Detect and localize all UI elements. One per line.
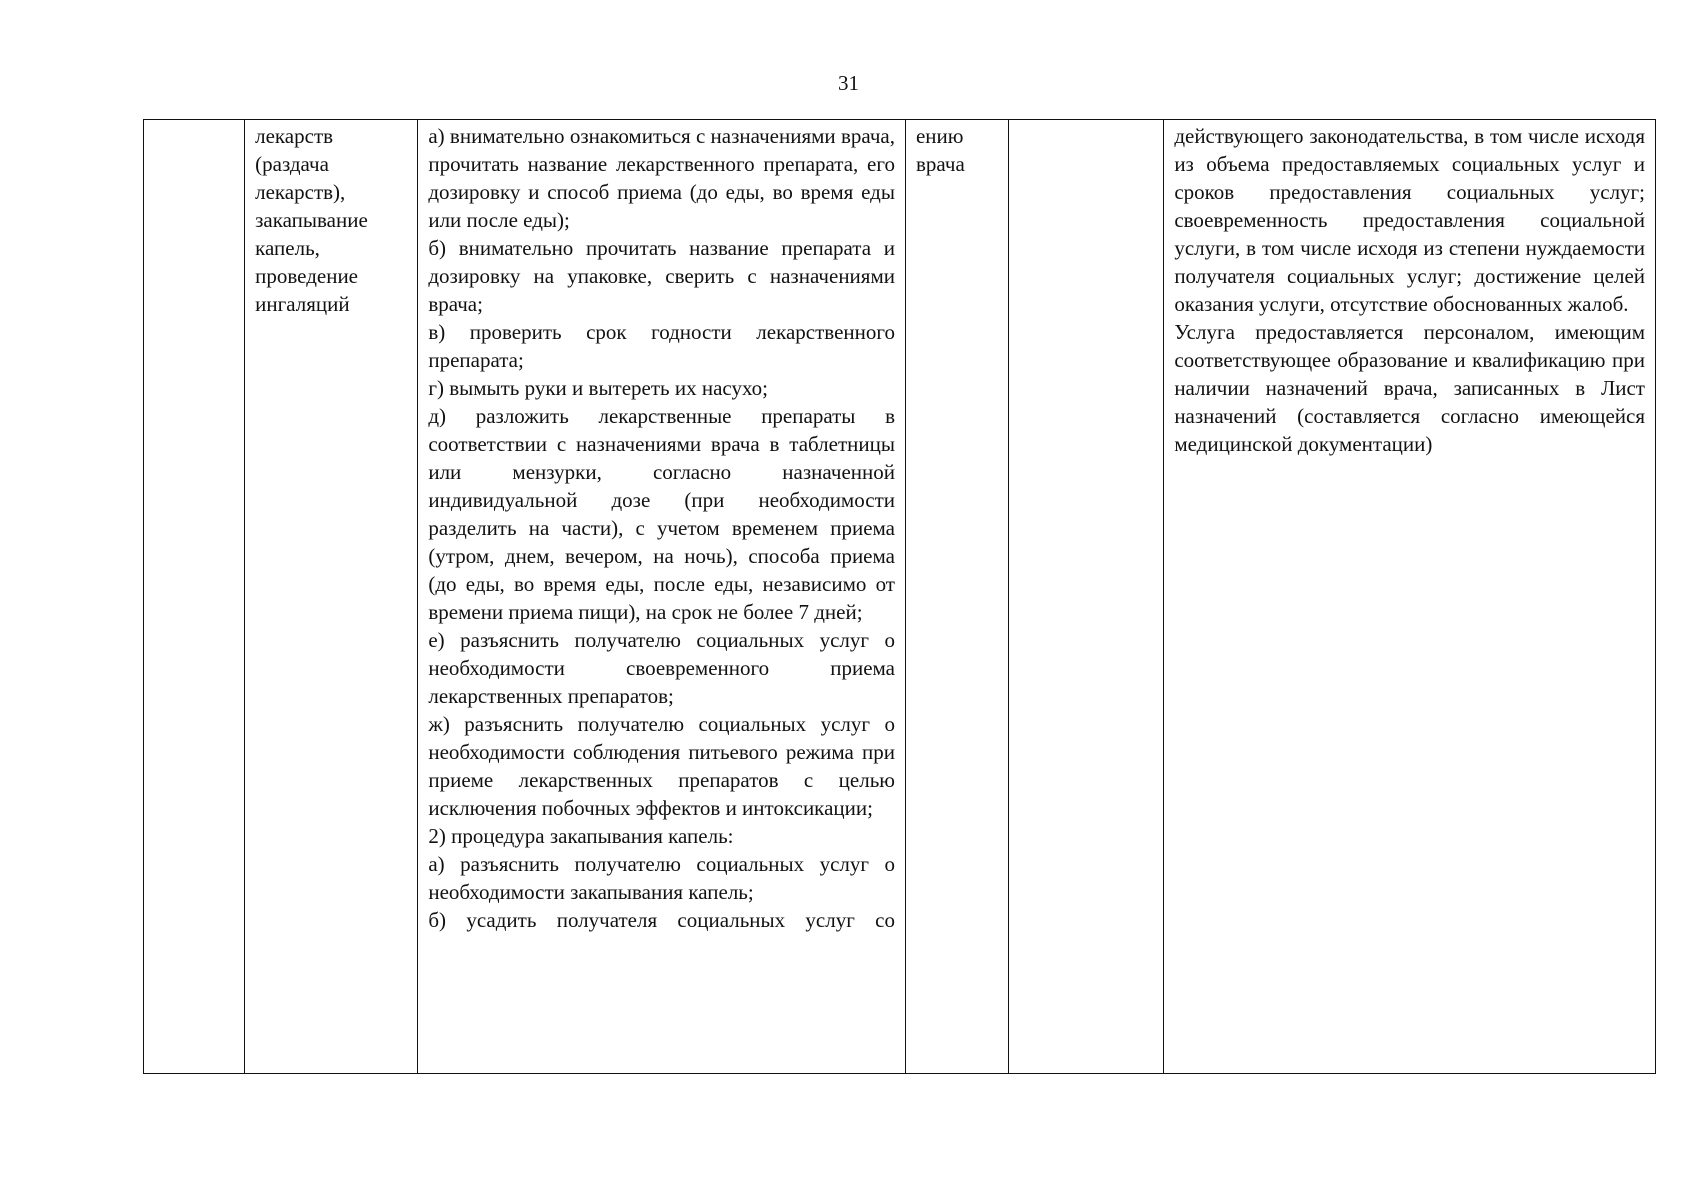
cell-quality [1164, 120, 1656, 1074]
procedure-item: 2) процедура закапывания капель: [428, 824, 734, 848]
table-row [144, 120, 1656, 1074]
frequency-line: врача [915, 152, 965, 176]
procedure-item: д) разложить лекарственные препараты в соответствии с назначениями врача в таблетницы или мензурки, согласно назначенной индивидуальной дозе (при необходимости разделить на части), с учетом временем приема (утром, днем, вечером, на ночь), способа приема (до еды, во время еды, после еды, независимо от времени приема пищи), на срок не более 7 дней; [428, 404, 895, 624]
quality-paragraph: действующего законодательства, в том числе исходя из объема предоставляемых социальных услуг и сроков предоставления социальных услуг; своевременность предоставления социальной услуги, в том числе исходя из степени нуждаемости получателя социальных услуг; достижение целей оказания услуги, отсутствие обоснованных жалоб. [1174, 124, 1645, 316]
service-name-line: закапывание [255, 208, 368, 232]
service-name-line: лекарств [255, 124, 334, 148]
cell-procedure [418, 120, 906, 1074]
cell-number [144, 120, 245, 1074]
services-table [143, 119, 1656, 1074]
procedure-item: б) внимательно прочитать название препарата и дозировку на упаковке, сверить с назначениями врача; [428, 236, 895, 316]
service-name-line: капель, [255, 236, 320, 260]
service-name-line: проведение [255, 264, 359, 288]
quality-paragraph: Услуга предоставляется персоналом, имеющим соответствующее образование и квалификацию при наличии назначений врача, записанных в Лист назначений (составляется согласно имеющейся медицинской документации) [1174, 320, 1645, 456]
service-name-line: лекарств), [255, 180, 346, 204]
procedure-item: а) внимательно ознакомиться с назначениями врача, прочитать название лекарственного препарата, его дозировку и способ приема (до еды, во время еды или после еды); [428, 124, 895, 232]
cell-frequency [905, 120, 1008, 1074]
frequency-line: ению [915, 124, 964, 148]
service-name-line: ингаляций [255, 292, 350, 316]
cell-service-name [245, 120, 418, 1074]
procedure-item: г) вымыть руки и вытереть их насухо; [428, 376, 769, 400]
procedure-item: а) разъяснить получателю социальных услуг о необходимости закапывания капель; [428, 852, 895, 904]
cell-empty [1009, 120, 1164, 1074]
service-name-line: (раздача [255, 152, 329, 176]
page-number: 31 [838, 71, 859, 95]
procedure-item: б) усадить получателя социальных услуг со [428, 908, 895, 932]
procedure-item: ж) разъяснить получателю социальных услуг о необходимости соблюдения питьевого режима при приеме лекарственных препаратов с целью исключения побочных эффектов и интоксикации; [428, 712, 895, 820]
procedure-item: е) разъяснить получателю социальных услуг о необходимости своевременного приема лекарственных препаратов; [428, 628, 895, 708]
procedure-item: в) проверить срок годности лекарственного препарата; [428, 320, 895, 372]
